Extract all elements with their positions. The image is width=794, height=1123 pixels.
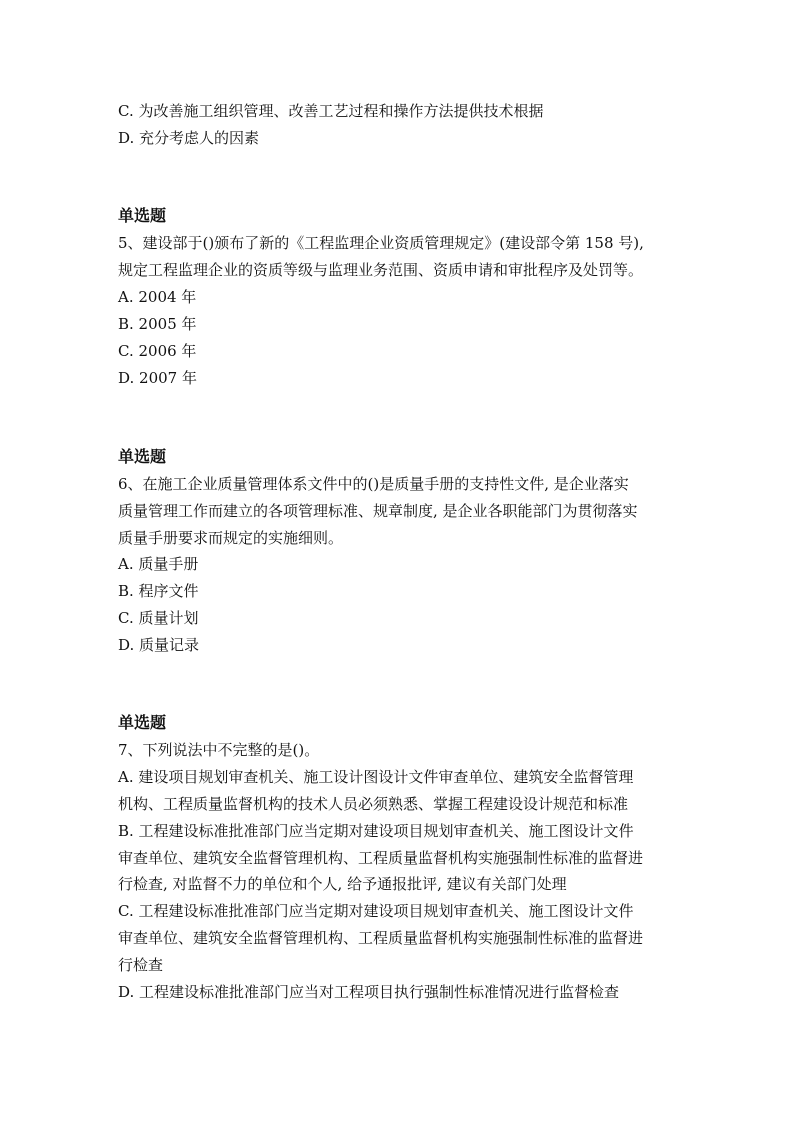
q7-option-line-6: C. 工程建设标准批准部门应当定期对建设项目规划审查机关、施工图设计文件 [118, 902, 634, 920]
q7-option-line-4: 审查单位、建筑安全监督管理机构、工程质量监督机构实施强制性标准的监督进 [118, 849, 644, 867]
q7-stem-line-1: 7、下列说法中不完整的是()。 [118, 741, 320, 759]
q7-option-line-7: 审查单位、建筑安全监督管理机构、工程质量监督机构实施强制性标准的监督进 [118, 929, 644, 947]
q5-option-a: A. 2004 年 [118, 288, 197, 306]
q5-stem-line-1: 5、建设部于()颁布了新的《工程监理企业资质管理规定》(建设部令第 158 号), [118, 234, 644, 252]
prev-option-c: C. 为改善施工组织管理、改善工艺过程和操作方法提供技术根据 [118, 102, 544, 120]
q6-stem-line-2: 质量管理工作而建立的各项管理标准、规章制度, 是企业各职能部门为贯彻落实 [118, 502, 638, 520]
q6-stem-line-1: 6、在施工企业质量管理体系文件中的()是质量手册的支持性文件, 是企业落实 [118, 475, 629, 493]
q6-option-d: D. 质量记录 [118, 636, 200, 654]
q7-option-line-2: 机构、工程质量监督机构的技术人员必须熟悉、掌握工程建设设计规范和标准 [118, 795, 629, 813]
q6-type-label: 单选题 [118, 447, 167, 466]
q5-option-d: D. 2007 年 [118, 369, 197, 387]
q7-option-line-1: A. 建设项目规划审查机关、施工设计图设计文件审查单位、建筑安全监督管理 [118, 768, 634, 786]
q7-type-label: 单选题 [118, 713, 167, 732]
q7-option-line-9: D. 工程建设标准批准部门应当对工程项目执行强制性标准情况进行监督检查 [118, 983, 620, 1001]
q5-option-c: C. 2006 年 [118, 342, 197, 360]
q6-option-c: C. 质量计划 [118, 609, 199, 627]
q6-option-b: B. 程序文件 [118, 582, 199, 600]
prev-option-d: D. 充分考虑人的因素 [118, 129, 260, 147]
q6-stem-line-3: 质量手册要求而规定的实施细则。 [118, 529, 344, 547]
q7-option-line-3: B. 工程建设标准批准部门应当定期对建设项目规划审查机关、施工图设计文件 [118, 822, 634, 840]
q5-type-label: 单选题 [118, 206, 167, 225]
q6-option-a: A. 质量手册 [118, 555, 199, 573]
q7-option-line-8: 行检查 [118, 956, 164, 974]
q7-option-line-5: 行检查, 对监督不力的单位和个人, 给予通报批评, 建议有关部门处理 [118, 875, 567, 893]
q5-stem-line-2: 规定工程监理企业的资质等级与监理业务范围、资质申请和审批程序及处罚等。 [118, 261, 644, 279]
q5-option-b: B. 2005 年 [118, 315, 197, 333]
